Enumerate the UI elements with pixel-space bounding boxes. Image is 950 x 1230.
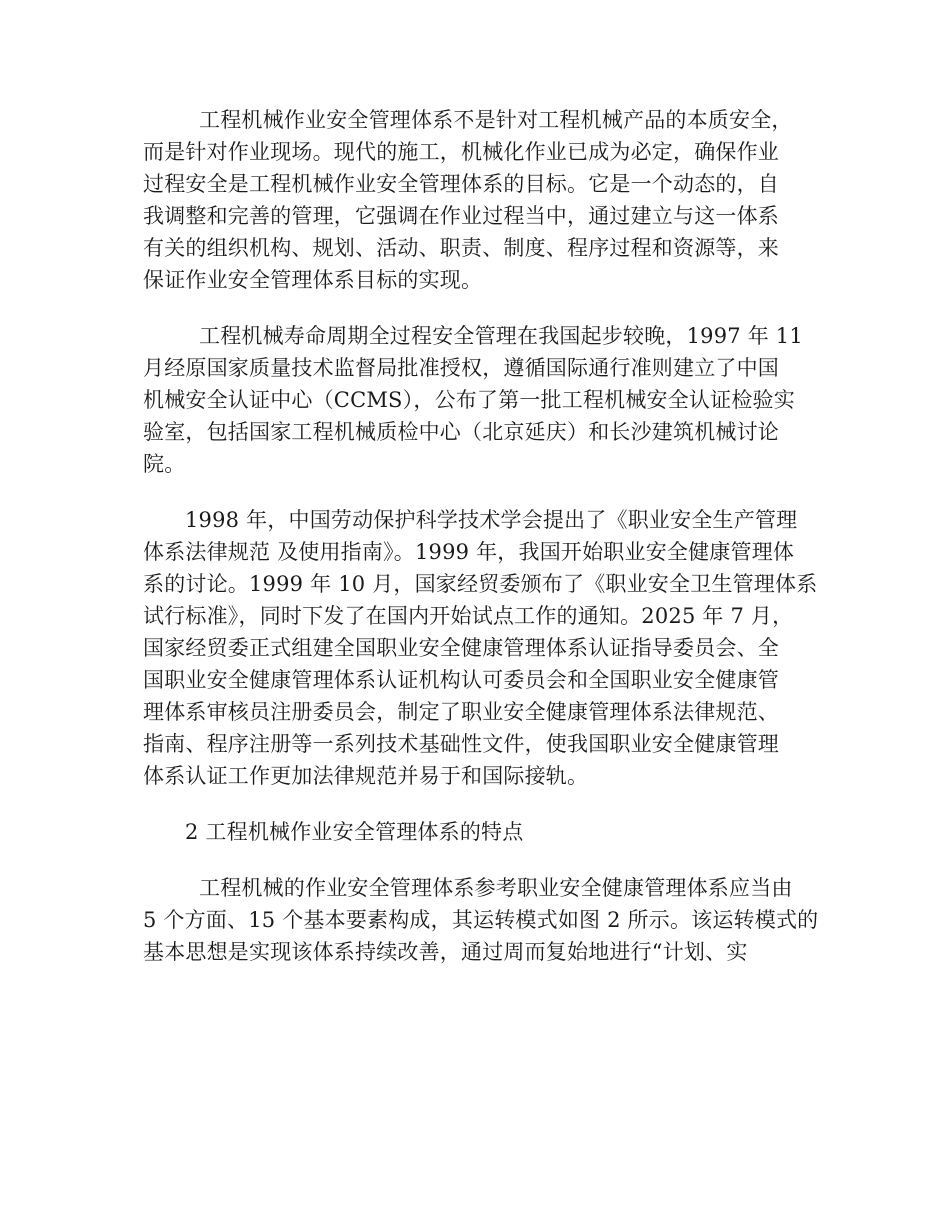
text-line: 试行标准》，同时下发了在国内开始试点工作的通知。2025 年 7 月， (143, 604, 794, 628)
paragraph-5 (143, 872, 819, 968)
text-line: 体系认证工作更加法律规范并易于和国际接轨。 (143, 764, 589, 788)
text-line: 工程机械的作业安全管理体系参考职业安全健康管理体系应当由 (199, 876, 793, 900)
text-line: 基本思想是实现该体系持续改善，通过周而复始地进行“计划、实 (143, 940, 748, 964)
text-line: 工程机械作业安全管理体系不是针对工程机械产品的本质安全， (199, 108, 793, 132)
text-line: 保证作业安全管理体系目标的实现。 (143, 268, 483, 292)
text-line: 我调整和完善的管理，它强调在作业过程当中，通过建立与这一体系 (143, 204, 779, 228)
text-line: 而是针对作业现场。现代的施工，机械化作业已成为必定，确保作业 (143, 140, 779, 164)
paragraph-2 (143, 320, 813, 480)
paragraph-1 (143, 104, 813, 296)
text-line: 系的讨论。1999 年 10 月，国家经贸委颁布了《职业安全卫生管理体系 (143, 572, 818, 596)
text-line: 体系法律规范 及使用指南》。1999 年，我国开始职业安全健康管理体 (143, 540, 795, 564)
text-line: 机械安全认证中心（CCMS），公布了第一批工程机械安全认证检验实 (143, 388, 795, 412)
text-line: 国职业安全健康管理体系认证机构认可委员会和全国职业安全健康管 (143, 668, 779, 692)
text-line: 有关的组织机构、规划、活动、职责、制度、程序过程和资源等，来 (143, 236, 779, 260)
text-line: 院。 (143, 452, 186, 476)
section-heading (143, 816, 813, 848)
document-page (143, 104, 819, 992)
text-line: 过程安全是工程机械作业安全管理体系的目标。它是一个动态的，自 (143, 172, 779, 196)
text-line: 验室，包括国家工程机械质检中心（北京延庆）和长沙建筑机械讨论 (143, 420, 779, 444)
text-line: 指南、程序注册等一系列技术基础性文件，使我国职业安全健康管理 (143, 732, 779, 756)
text-line: 5 个方面、15 个基本要素构成，其运转模式如图 2 所示。该运转模式的 (143, 908, 819, 932)
text-line: 理体系审核员注册委员会，制定了职业安全健康管理体系法律规范、 (143, 700, 779, 724)
paragraph-3 (143, 504, 818, 792)
text-line: 工程机械寿命周期全过程安全管理在我国起步较晚，1997 年 11 (199, 324, 803, 348)
text-line: 月经原国家质量技术监督局批准授权，遵循国际通行准则建立了中国 (143, 356, 779, 380)
section-heading-text: 2 工程机械作业安全管理体系的特点 (185, 820, 524, 844)
text-line: 国家经贸委正式组建全国职业安全健康管理体系认证指导委员会、全 (143, 636, 779, 660)
text-line: 1998 年，中国劳动保护科学技术学会提出了《职业安全生产管理 (185, 508, 798, 532)
